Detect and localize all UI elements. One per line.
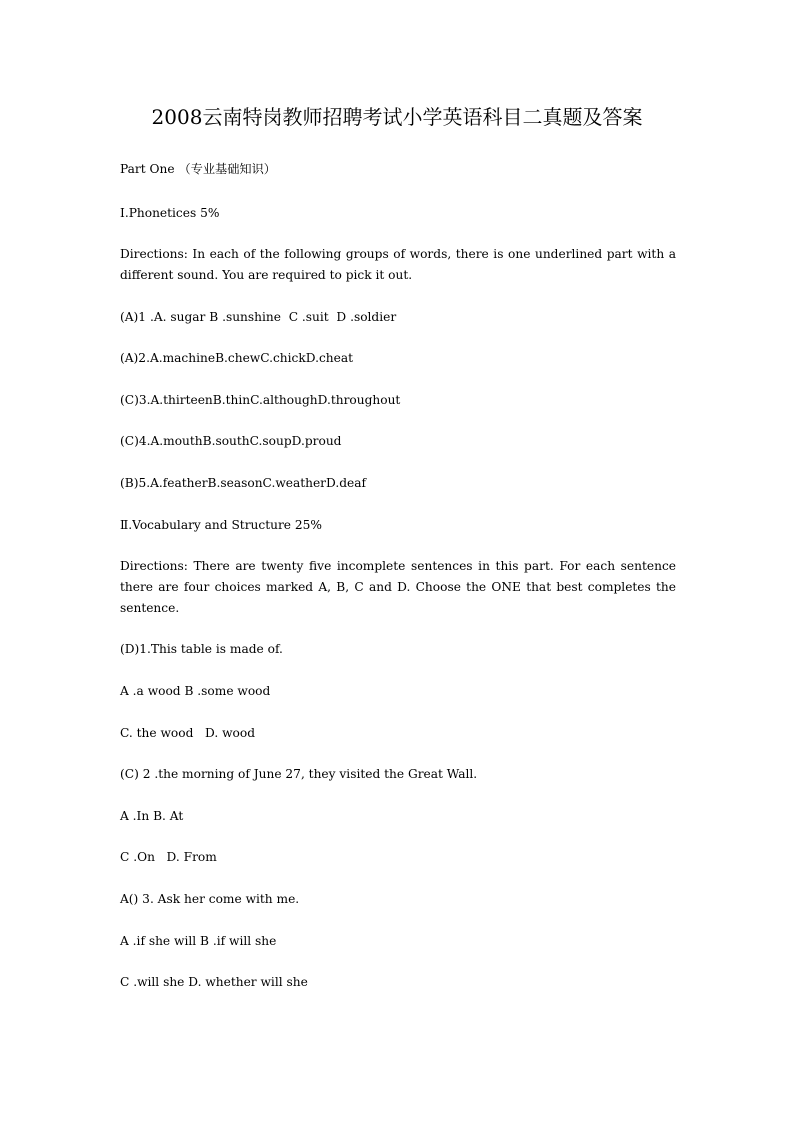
section-heading-vocabulary: Ⅱ.Vocabulary and Structure 25% bbox=[120, 518, 322, 532]
question-item: (C)3.A.thirteenB.thinC.althoughD.throughout bbox=[120, 393, 401, 407]
section-heading-phonetics: Ⅰ.Phonetices 5% bbox=[120, 206, 220, 220]
directions-phonetics: Directions: In each of the following groups of words, there is one underlined part with a different sound. You are required to pick it out. bbox=[120, 247, 676, 282]
question-line: A .a wood B .some wood bbox=[120, 684, 271, 698]
question-line: (C) 2 .the morning of June 27, they visited the Great Wall. bbox=[120, 767, 478, 781]
question-line: A .In B. At bbox=[120, 809, 184, 823]
question-line: A .if she will B .if will she bbox=[120, 934, 277, 948]
question-item: (C)4.A.mouthB.southC.soupD.proud bbox=[120, 434, 342, 448]
question-line: C .will she D. whether will she bbox=[120, 975, 308, 989]
directions-vocabulary: Directions: There are twenty five incomplete sentences in this part. For each sentence there are four choices marked A, B, C and D. Choose the ONE that best completes the sentence. bbox=[120, 559, 676, 615]
question-line: C. the wood D. wood bbox=[120, 726, 255, 740]
question-line: (D)1.This table is made of. bbox=[120, 642, 283, 656]
question-item: (A)2.A.machineB.chewC.chickD.cheat bbox=[120, 351, 354, 365]
question-item: (B)5.A.featherB.seasonC.weatherD.deaf bbox=[120, 476, 367, 490]
question-line: C .On D. From bbox=[120, 850, 217, 864]
question-line: A() 3. Ask her come with me. bbox=[120, 892, 300, 906]
question-item: (A)1 .A. sugar B .sunshine C .suit D .soldier bbox=[120, 310, 397, 324]
part-heading: Part One （专业基础知识） bbox=[120, 162, 276, 176]
document-title: 2008云南特岗教师招聘考试小学英语科目二真题及答案 bbox=[151, 105, 643, 129]
